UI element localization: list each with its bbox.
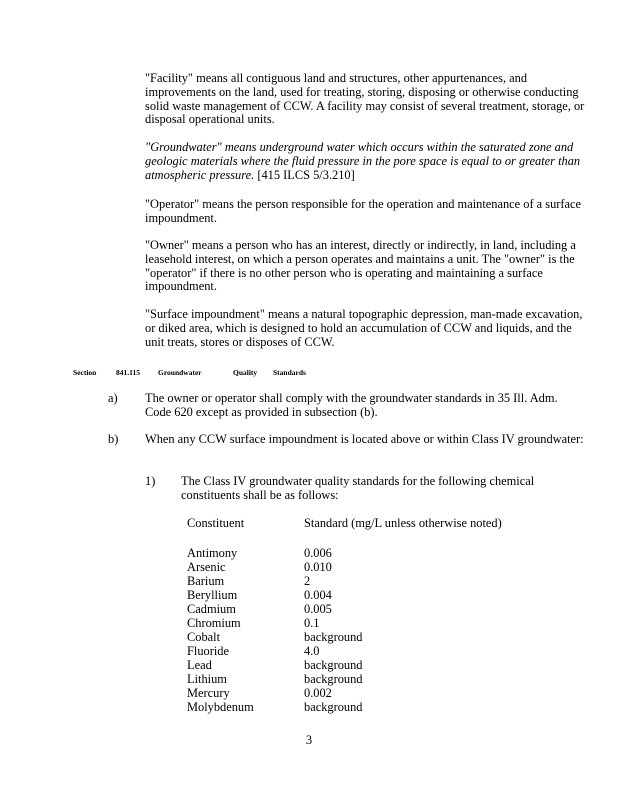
- section-label: Section: [73, 368, 97, 377]
- table-row: [187, 630, 547, 644]
- constituent-cell: Barium: [187, 574, 225, 588]
- standard-cell: background: [304, 630, 363, 644]
- table-row: [187, 574, 547, 588]
- table-row: [187, 700, 547, 714]
- subsection-a-label: a): [108, 391, 118, 405]
- standard-cell: 2: [304, 574, 311, 588]
- subsection-b-text: When any CCW surface impoundment is located above or within Class IV groundwater:: [145, 432, 584, 446]
- table-header: [187, 516, 547, 530]
- table-row: [187, 616, 547, 630]
- page-number: 3: [305, 733, 313, 747]
- definition-surface-impoundment: "Surface impoundment" means a natural topographic depression, man-made excavation, or diked area, which is designed to hold an accumulation of CCW and liquids, and the unit treats, stores or disposes of CCW.: [145, 307, 583, 349]
- standard-cell: 0.006: [304, 546, 332, 560]
- constituent-cell: Lead: [187, 658, 212, 672]
- table-body: [187, 546, 547, 714]
- constituent-cell: Cadmium: [187, 602, 236, 616]
- table-row: [187, 644, 547, 658]
- definition-facility: "Facility" means all contiguous land and structures, other appurtenances, and improvements on the land, used for treating, storing, disposing or otherwise conducting solid waste management of CCW. A facility may consist of several treatment, storage, or disposal operational units.: [145, 71, 585, 127]
- standard-cell: background: [304, 700, 363, 714]
- section-title-word: Quality: [233, 368, 258, 377]
- statute-citation: [415 ILCS 5/3.210]: [257, 167, 355, 182]
- definition-owner: "Owner" means a person who has an interest, directly or indirectly, in land, including a leasehold interest, on which a person operates and maintains a unit. The "owner" is the "operator" if there is no other person who is operating and maintaining a surface impoundment.: [145, 238, 576, 294]
- table-row: [187, 560, 547, 574]
- item-1-label: 1): [145, 474, 156, 488]
- table-row: [187, 546, 547, 560]
- constituent-cell: Fluoride: [187, 644, 229, 658]
- constituent-cell: Beryllium: [187, 588, 238, 602]
- constituent-cell: Arsenic: [187, 560, 226, 574]
- section-title-word: Standards: [273, 368, 306, 377]
- item-1-text: The Class IV groundwater quality standards for the following chemical constituents shall be as follows:: [181, 474, 535, 502]
- standard-cell: 0.002: [304, 686, 332, 700]
- section-heading: [0, 367, 618, 379]
- standard-cell: background: [304, 658, 363, 672]
- section-number: 841.115: [116, 368, 140, 377]
- constituent-cell: Antimony: [187, 546, 238, 560]
- standard-cell: 0.1: [304, 616, 320, 630]
- standard-cell: 0.004: [304, 588, 332, 602]
- table-row: [187, 686, 547, 700]
- standard-cell: 0.005: [304, 602, 332, 616]
- subsection-b-label: b): [108, 432, 119, 446]
- constituent-cell: Cobalt: [187, 630, 221, 644]
- constituent-cell: Mercury: [187, 686, 230, 700]
- subsection-a-text: The owner or operator shall comply with the groundwater standards in 35 Ill. Adm. Code 620 except as provided in subsection (b).: [145, 391, 558, 419]
- header-constituent: Constituent: [187, 516, 245, 530]
- definition-groundwater-text: "Groundwater" means underground water which occurs within the saturated zone and geologic materials where the fluid pressure in the pore space is equal to or greater than atmospheric pressure.: [145, 140, 581, 182]
- standard-cell: 0.010: [304, 560, 332, 574]
- constituent-cell: Chromium: [187, 616, 241, 630]
- section-title-word: Groundwater: [158, 368, 202, 377]
- table-row: [187, 672, 547, 686]
- table-row: [187, 602, 547, 616]
- table-row: [187, 588, 547, 602]
- standard-cell: 4.0: [304, 644, 320, 658]
- header-standard: Standard (mg/L unless otherwise noted): [304, 516, 502, 530]
- table-row: [187, 658, 547, 672]
- standard-cell: background: [304, 672, 363, 686]
- definition-groundwater: [145, 141, 585, 182]
- constituent-cell: Lithium: [187, 672, 227, 686]
- constituent-table: [187, 516, 547, 714]
- definition-operator: "Operator" means the person responsible for the operation and maintenance of a surface impoundment.: [145, 197, 582, 225]
- constituent-cell: Molybdenum: [187, 700, 254, 714]
